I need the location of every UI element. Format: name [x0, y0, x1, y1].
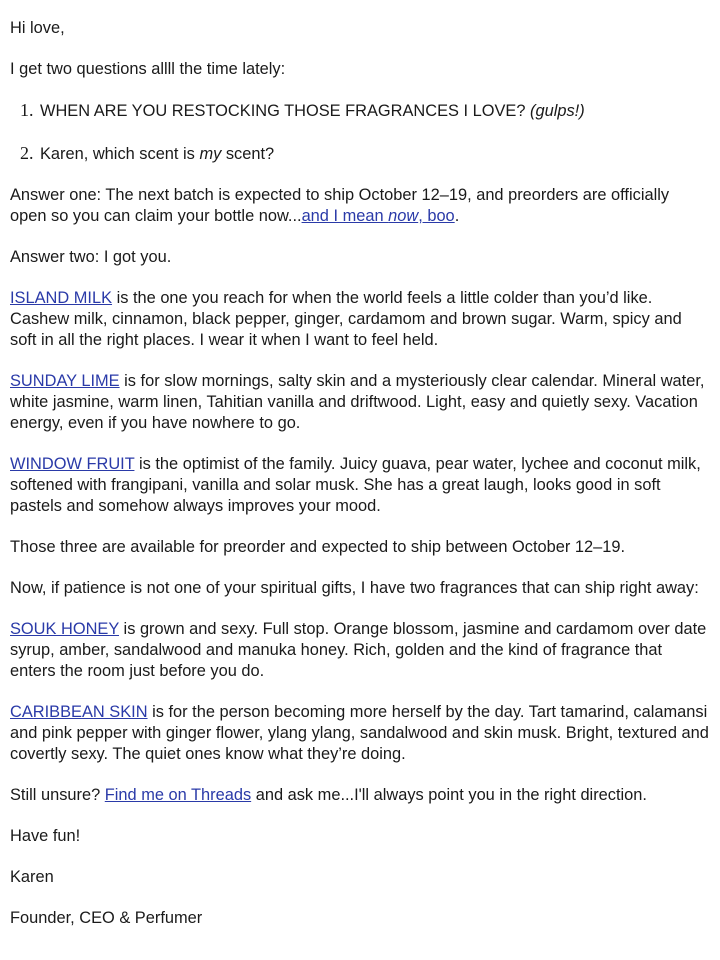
unsure-text-after: and ask me...I'll always point you in the right direction.: [251, 786, 647, 804]
preorder-link-emphasis: now: [388, 207, 419, 225]
preorder-link-before: and I mean: [301, 207, 389, 225]
scent-description: is for the person becoming more herself by the day. Tart tamarind, calamansi and pink pepper with ginger flower, ylang ylang, sandalwood and skin musk. Bright, textured and covertly sexy. The quiet ones know what they’re doing.: [10, 703, 709, 763]
ship-now-intro: Now, if patience is not one of your spiritual gifts, I have two fragrances that can ship right away:: [10, 579, 699, 597]
question-text-after: scent?: [221, 145, 275, 163]
answer-one-paragraph: [10, 185, 710, 227]
scent-description: is grown and sexy. Full stop. Orange blossom, jasmine and cardamom over date syrup, amber, sandalwood and manuka honey. Rich, golden and the kind of fragrance that enters the room just before you do.: [10, 620, 707, 680]
question-aside: (gulps!): [530, 102, 585, 120]
scent-paragraph-window-fruit: [10, 454, 710, 517]
scent-paragraph-souk-honey: [10, 619, 710, 682]
unsure-text-before: Still unsure?: [10, 786, 105, 804]
greeting: Hi love,: [10, 19, 65, 37]
question-item: [38, 143, 710, 165]
caribbean-skin-link[interactable]: CARIBBEAN SKIN: [10, 703, 148, 721]
scent-paragraph-island-milk: [10, 288, 710, 351]
question-item: [38, 100, 710, 122]
question-text-before: Karen, which scent is: [40, 145, 200, 163]
scent-description: is for slow mornings, salty skin and a mysteriously clear calendar. Mineral water, white jasmine, warm linen, Tahitian vanilla and driftwood. Light, easy and quietly sexy. Vacation energy, even if you have nowhere to go.: [10, 372, 705, 432]
intro-paragraph: I get two questions allll the time lately:: [10, 60, 286, 78]
scent-paragraph-caribbean-skin: [10, 702, 710, 765]
question-emphasis: my: [199, 145, 222, 163]
preorder-note: Those three are available for preorder and expected to ship between October 12–19.: [10, 538, 626, 556]
sunday-lime-link[interactable]: SUNDAY LIME: [10, 372, 120, 390]
scent-description: is the one you reach for when the world feels a little colder than you’d like. Cashew milk, cinnamon, black pepper, ginger, cardamom and brown sugar. Warm, spicy and soft in all the right places. I wear it when I want to feel held.: [10, 289, 682, 349]
unsure-paragraph: [10, 785, 710, 806]
scent-paragraph-sunday-lime: [10, 371, 710, 434]
questions-list: [10, 100, 710, 165]
answer-one-text: Answer one: The next batch is expected to ship October 12–19, and preorders are officially open so you can claim your bottle now...: [10, 186, 670, 225]
preorder-link[interactable]: [302, 207, 455, 225]
preorder-link-after: , boo: [418, 207, 455, 225]
answer-two-paragraph: Answer two: I got you.: [10, 248, 172, 266]
question-text: WHEN ARE YOU RESTOCKING THOSE FRAGRANCES I LOVE?: [40, 102, 531, 120]
island-milk-link[interactable]: ISLAND MILK: [10, 289, 113, 307]
scent-description: is the optimist of the family. Juicy guava, pear water, lychee and coconut milk, softened with frangipani, vanilla and solar musk. She has a great laugh, looks good in soft pastels and somehow always improves your mood.: [10, 455, 701, 515]
closing-line: Have fun!: [10, 827, 81, 845]
signature-title: Founder, CEO & Perfumer: [10, 909, 203, 927]
answer-one-end: .: [454, 207, 460, 225]
signature-name: Karen: [10, 868, 54, 886]
threads-link[interactable]: Find me on Threads: [104, 786, 252, 804]
souk-honey-link[interactable]: SOUK HONEY: [10, 620, 119, 638]
window-fruit-link[interactable]: WINDOW FRUIT: [10, 455, 135, 473]
